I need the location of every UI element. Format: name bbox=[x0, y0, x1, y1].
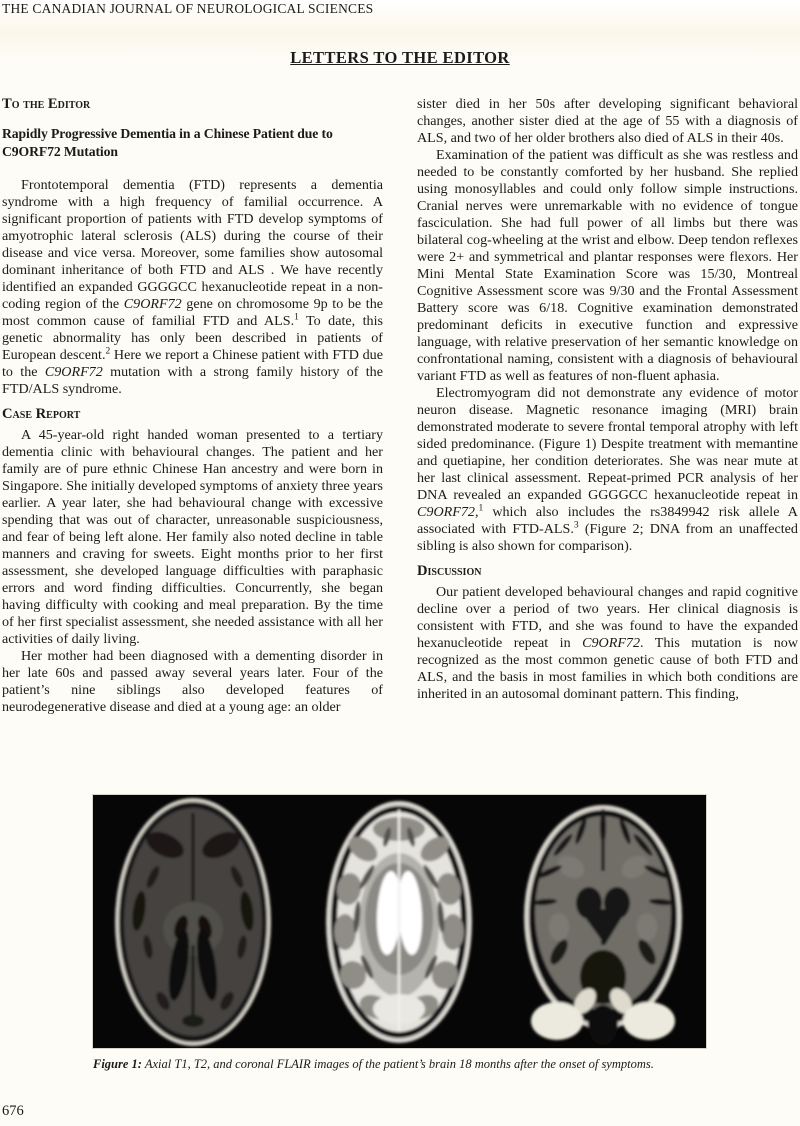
paragraph-examination: Examination of the patient was difficult as she was restless and needed to be constantly comforted by her husband. She replied using monosyllables and could only follow simple instructions. Cranial nerves were unremarkable with no evidence of tongue fasciculation. She had full power of all limbs but there was bilateral cog-wheeling at the wrist and elbow. Deep tendon reflexes were 2+ and symmetrical and plantar responses were flexors. Her Mini Mental State Examination Score was 15/30, Montreal Cognitive Assessment score was 9/30 and the Frontal Assessment Battery score was 6/18. Cognitive examination demonstrated predominant deficits in executive function and expressive language, with relative preservation of her semantic knowledge on confrontational naming, consistent with a diagnosis of behavioural variant FTD as well as features of non-fluent aphasia. bbox=[417, 147, 798, 384]
paragraph-discussion: Our patient developed behavioural changes and rapid cognitive decline over a period of two years. Her clinical diagnosis is consistent with FTD, and she was found to have the expanded hexanucleotide repeat in C9ORF72. This mutation is now recognized as the most common genetic cause of both FTD and ALS, and the basis in most families in which both conditions are inherited in an autosomal dominant pattern. This finding, bbox=[417, 584, 798, 702]
page-number: 676 bbox=[2, 1103, 24, 1119]
axial-t2-mri bbox=[297, 795, 501, 1048]
salutation: To the Editor bbox=[2, 96, 91, 112]
heading-case-report: Case Report bbox=[2, 406, 81, 422]
left-column bbox=[2, 96, 383, 716]
journal-name-header: THE CANADIAN JOURNAL OF NEUROLOGICAL SCIENCES bbox=[2, 1, 374, 16]
article-columns bbox=[2, 96, 798, 716]
paragraph-intro: Frontotemporal dementia (FTD) represents a dementia syndrome with a high frequency of familial occurrence. A significant proportion of patients with FTD develop symptoms of amyotrophic lateral sclerosis (ALS) during the course of their disease and vice versa. Moreover, some families show autosomal dominant inheritance of both FTD and ALS . We have recently identified an expanded GGGGCC hexanucleotide repeat in a non-coding region of the C9ORF72 gene on chromosome 9p to be the most common cause of familial FTD and ALS.$^1$ To date, this genetic abnormality has only been described in patients of European descent.$^2$ Here we report a Chinese patient with FTD due to the C9ORF72 mutation with a strong family history of the FTD/ALS syndrome. bbox=[2, 177, 383, 397]
paragraph-family-history-start: Her mother had been diagnosed with a dementing disorder in her late 60s and passed away several years later. Four of the patient’s nine siblings also developed features of neurodegenerative disease and died at a young age: an older bbox=[2, 648, 383, 715]
figure-1 bbox=[93, 795, 706, 1072]
mri-image-strip bbox=[93, 795, 706, 1048]
paragraph-family-history-continued: sister died in her 50s after developing significant behavioral changes, another sister died at the age of 55 with a diagnosis of ALS, and two of her older brothers also died of ALS in their 40s. bbox=[417, 96, 798, 146]
heading-discussion: Discussion bbox=[417, 563, 482, 579]
paragraph-case-history: A 45-year-old right handed woman presented to a tertiary dementia clinic with behavioural changes. The patient and her family are of pure ethnic Chinese Han ancestry and were born in Singapore. She initially developed symptoms of anxiety three years earlier. A year later, she had behavioural change with excessive spending that was out of character, unreasonable suspiciousness, and fear of being left alone. Her family also noted decline in table manners and craving for sweets. Eight months prior to her first assessment, she developed language difficulties with paraphasic errors and word finding difficulties. Concurrently, she began having difficulty with cooking and meal preparation. By the time of her first specialist assessment, she needed assistance with all her activities of daily living. bbox=[2, 427, 383, 647]
right-column bbox=[417, 96, 798, 716]
coronal-flair-mri bbox=[501, 795, 706, 1048]
paragraph-investigations: Electromyogram did not demonstrate any evidence of motor neuron disease. Magnetic resonance imaging (MRI) brain demonstrated moderate to severe frontal temporal atrophy with left sided predominance. (Figure 1) Despite treatment with memantine and quetiapine, her condition deteriorates. She was near mute at her last clinical assessment. Repeat-primed PCR analysis of her DNA revealed an expanded GGGGCC hexanucleotide repeat in C9ORF72,$^1$ which also includes the rs3849942 risk allele A associated with FTD-ALS.$^3$ (Figure 2; DNA from an unaffected sibling is also shown for comparison). bbox=[417, 385, 798, 554]
axial-t1-mri bbox=[93, 795, 297, 1048]
figure-caption: Figure 1: Axial T1, T2, and coronal FLAIR images of the patient’s brain 18 months after the onset of symptoms. bbox=[93, 1057, 654, 1071]
section-title: LETTERS TO THE EDITOR bbox=[290, 48, 510, 67]
article-title: Rapidly Progressive Dementia in a Chinese Patient due to C9ORF72 Mutation bbox=[2, 126, 333, 159]
